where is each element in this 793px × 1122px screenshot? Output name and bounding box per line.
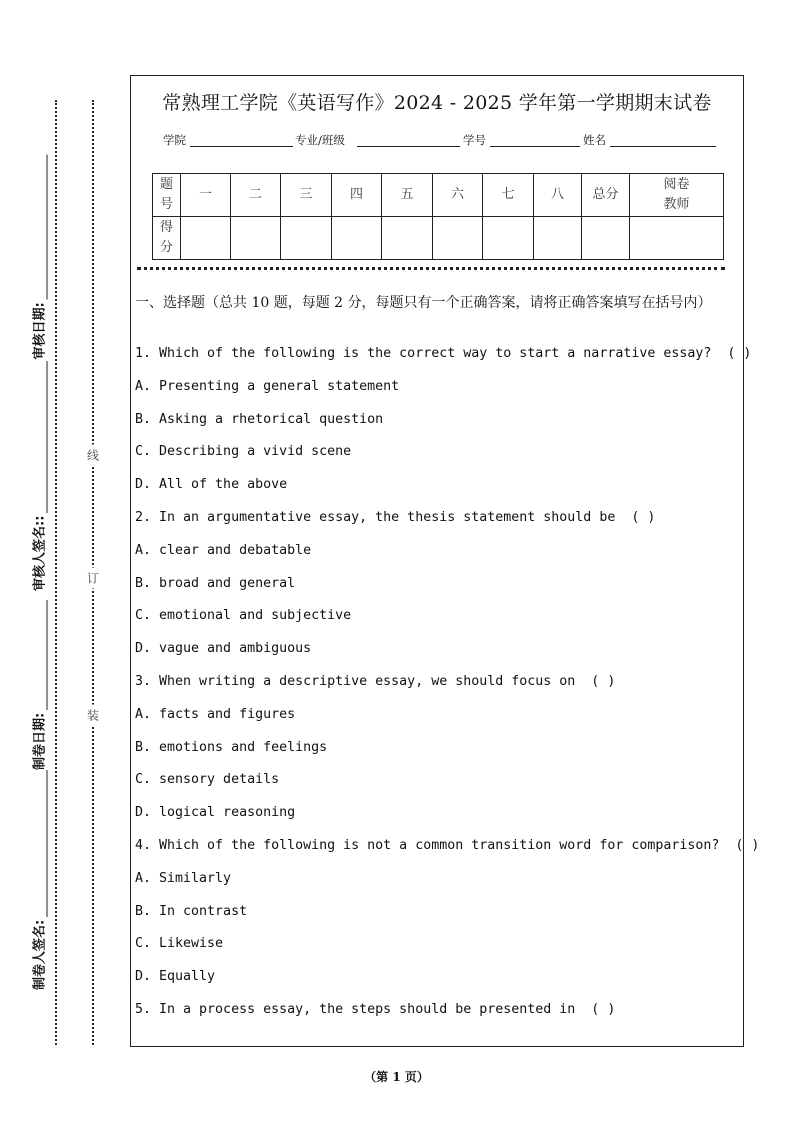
- score-cell[interactable]: [433, 217, 483, 260]
- reviewer-sign-field: [29, 361, 48, 591]
- name-input[interactable]: [610, 146, 716, 147]
- score-cell[interactable]: [630, 217, 724, 260]
- review-date-line[interactable]: [33, 155, 48, 300]
- score-cell[interactable]: [281, 217, 332, 260]
- answer-option: D. vague and ambiguous: [135, 641, 312, 657]
- review-date-label: 审核日期:: [32, 302, 48, 360]
- table-header-cell: 总分: [582, 174, 630, 217]
- paper-date-line[interactable]: [33, 600, 48, 710]
- score-cell[interactable]: [382, 217, 433, 260]
- answer-option: B. In contrast: [135, 903, 248, 919]
- answer-option: A. facts and figures: [135, 706, 296, 722]
- answer-option: B. emotions and feelings: [135, 739, 328, 755]
- score-table: [152, 173, 724, 260]
- answer-option: C. Describing a vivid scene: [135, 444, 352, 460]
- answer-option: A. Similarly: [135, 870, 232, 886]
- dotted-separator: [137, 267, 725, 270]
- student-id-label: 学号: [463, 133, 486, 147]
- answer-option: D. logical reasoning: [135, 805, 296, 821]
- paper-date-label: 制卷日期:: [32, 712, 48, 770]
- table-header-row: [153, 174, 724, 217]
- score-cell[interactable]: [483, 217, 534, 260]
- answer-option: C. sensory details: [135, 772, 280, 788]
- score-cell[interactable]: [181, 217, 231, 260]
- answer-option: B. Asking a rhetorical question: [135, 411, 384, 427]
- table-header-cell: 二: [231, 174, 281, 217]
- student-id-input[interactable]: [490, 146, 580, 147]
- paper-maker-sign-label: 制卷人签名:: [32, 919, 48, 990]
- name-label: 姓名: [583, 133, 606, 147]
- college-input[interactable]: [190, 146, 293, 147]
- score-cell[interactable]: [231, 217, 281, 260]
- answer-option: D. All of the above: [135, 477, 288, 493]
- paper-maker-sign-line[interactable]: [33, 770, 48, 917]
- answer-option: C. Likewise: [135, 936, 224, 952]
- answer-option: A. Presenting a general statement: [135, 378, 400, 394]
- table-header-cell: 阅卷教师: [630, 174, 724, 217]
- score-row: [153, 217, 724, 260]
- table-header-cell: 题号: [153, 174, 181, 217]
- major-label: 专业/班级: [295, 133, 345, 147]
- question-stem: 4. Which of the following is not a common transition word for comparison? ( ): [135, 838, 760, 853]
- table-header-cell: 三: [281, 174, 332, 217]
- review-date-field: [29, 155, 48, 360]
- dotted-line-outer: [55, 100, 57, 1045]
- answer-option: B. broad and general: [135, 575, 296, 591]
- answer-option: C. emotional and subjective: [135, 608, 352, 624]
- section-heading: 一、选择题（总共 10 题，每题 2 分，每题只有一个正确答案，请将正确答案填写在括号内）: [135, 295, 712, 311]
- score-cell[interactable]: [582, 217, 630, 260]
- table-header-cell: 四: [332, 174, 382, 217]
- exam-title: 常熟理工学院《英语写作》2024 - 2025 学年第一学期期末试卷: [162, 92, 712, 114]
- question-stem: 1. Which of the following is the correct way to start a narrative essay? ( ): [135, 346, 752, 361]
- major-input[interactable]: [357, 146, 460, 147]
- table-header-cell: 一: [181, 174, 231, 217]
- score-cell[interactable]: [332, 217, 382, 260]
- answer-option: A. clear and debatable: [135, 542, 312, 558]
- college-label: 学院: [163, 133, 186, 147]
- reviewer-sign-label: 审核人签名::: [32, 515, 48, 591]
- binding-mark-line: 线: [87, 445, 99, 466]
- binding-mark-bind: 装: [87, 705, 99, 726]
- paper-date-field: [29, 600, 48, 770]
- question-stem: 5. In a process essay, the steps should be presented in ( ): [135, 1002, 616, 1017]
- answer-option: D. Equally: [135, 969, 216, 985]
- score-cell[interactable]: [534, 217, 582, 260]
- table-header-cell: 八: [534, 174, 582, 217]
- question-stem: 3. When writing a descriptive essay, we should focus on ( ): [135, 674, 616, 689]
- page-number: （第 1 页）: [364, 1070, 429, 1084]
- binding-mark-staple: 订: [87, 568, 99, 589]
- table-header-cell: 五: [382, 174, 433, 217]
- paper-maker-sign-field: [29, 770, 48, 990]
- table-header-cell: 六: [433, 174, 483, 217]
- reviewer-sign-line[interactable]: [33, 361, 48, 513]
- score-row-label: 得分: [153, 217, 181, 260]
- question-stem: 2. In an argumentative essay, the thesis statement should be ( ): [135, 510, 656, 525]
- table-header-cell: 七: [483, 174, 534, 217]
